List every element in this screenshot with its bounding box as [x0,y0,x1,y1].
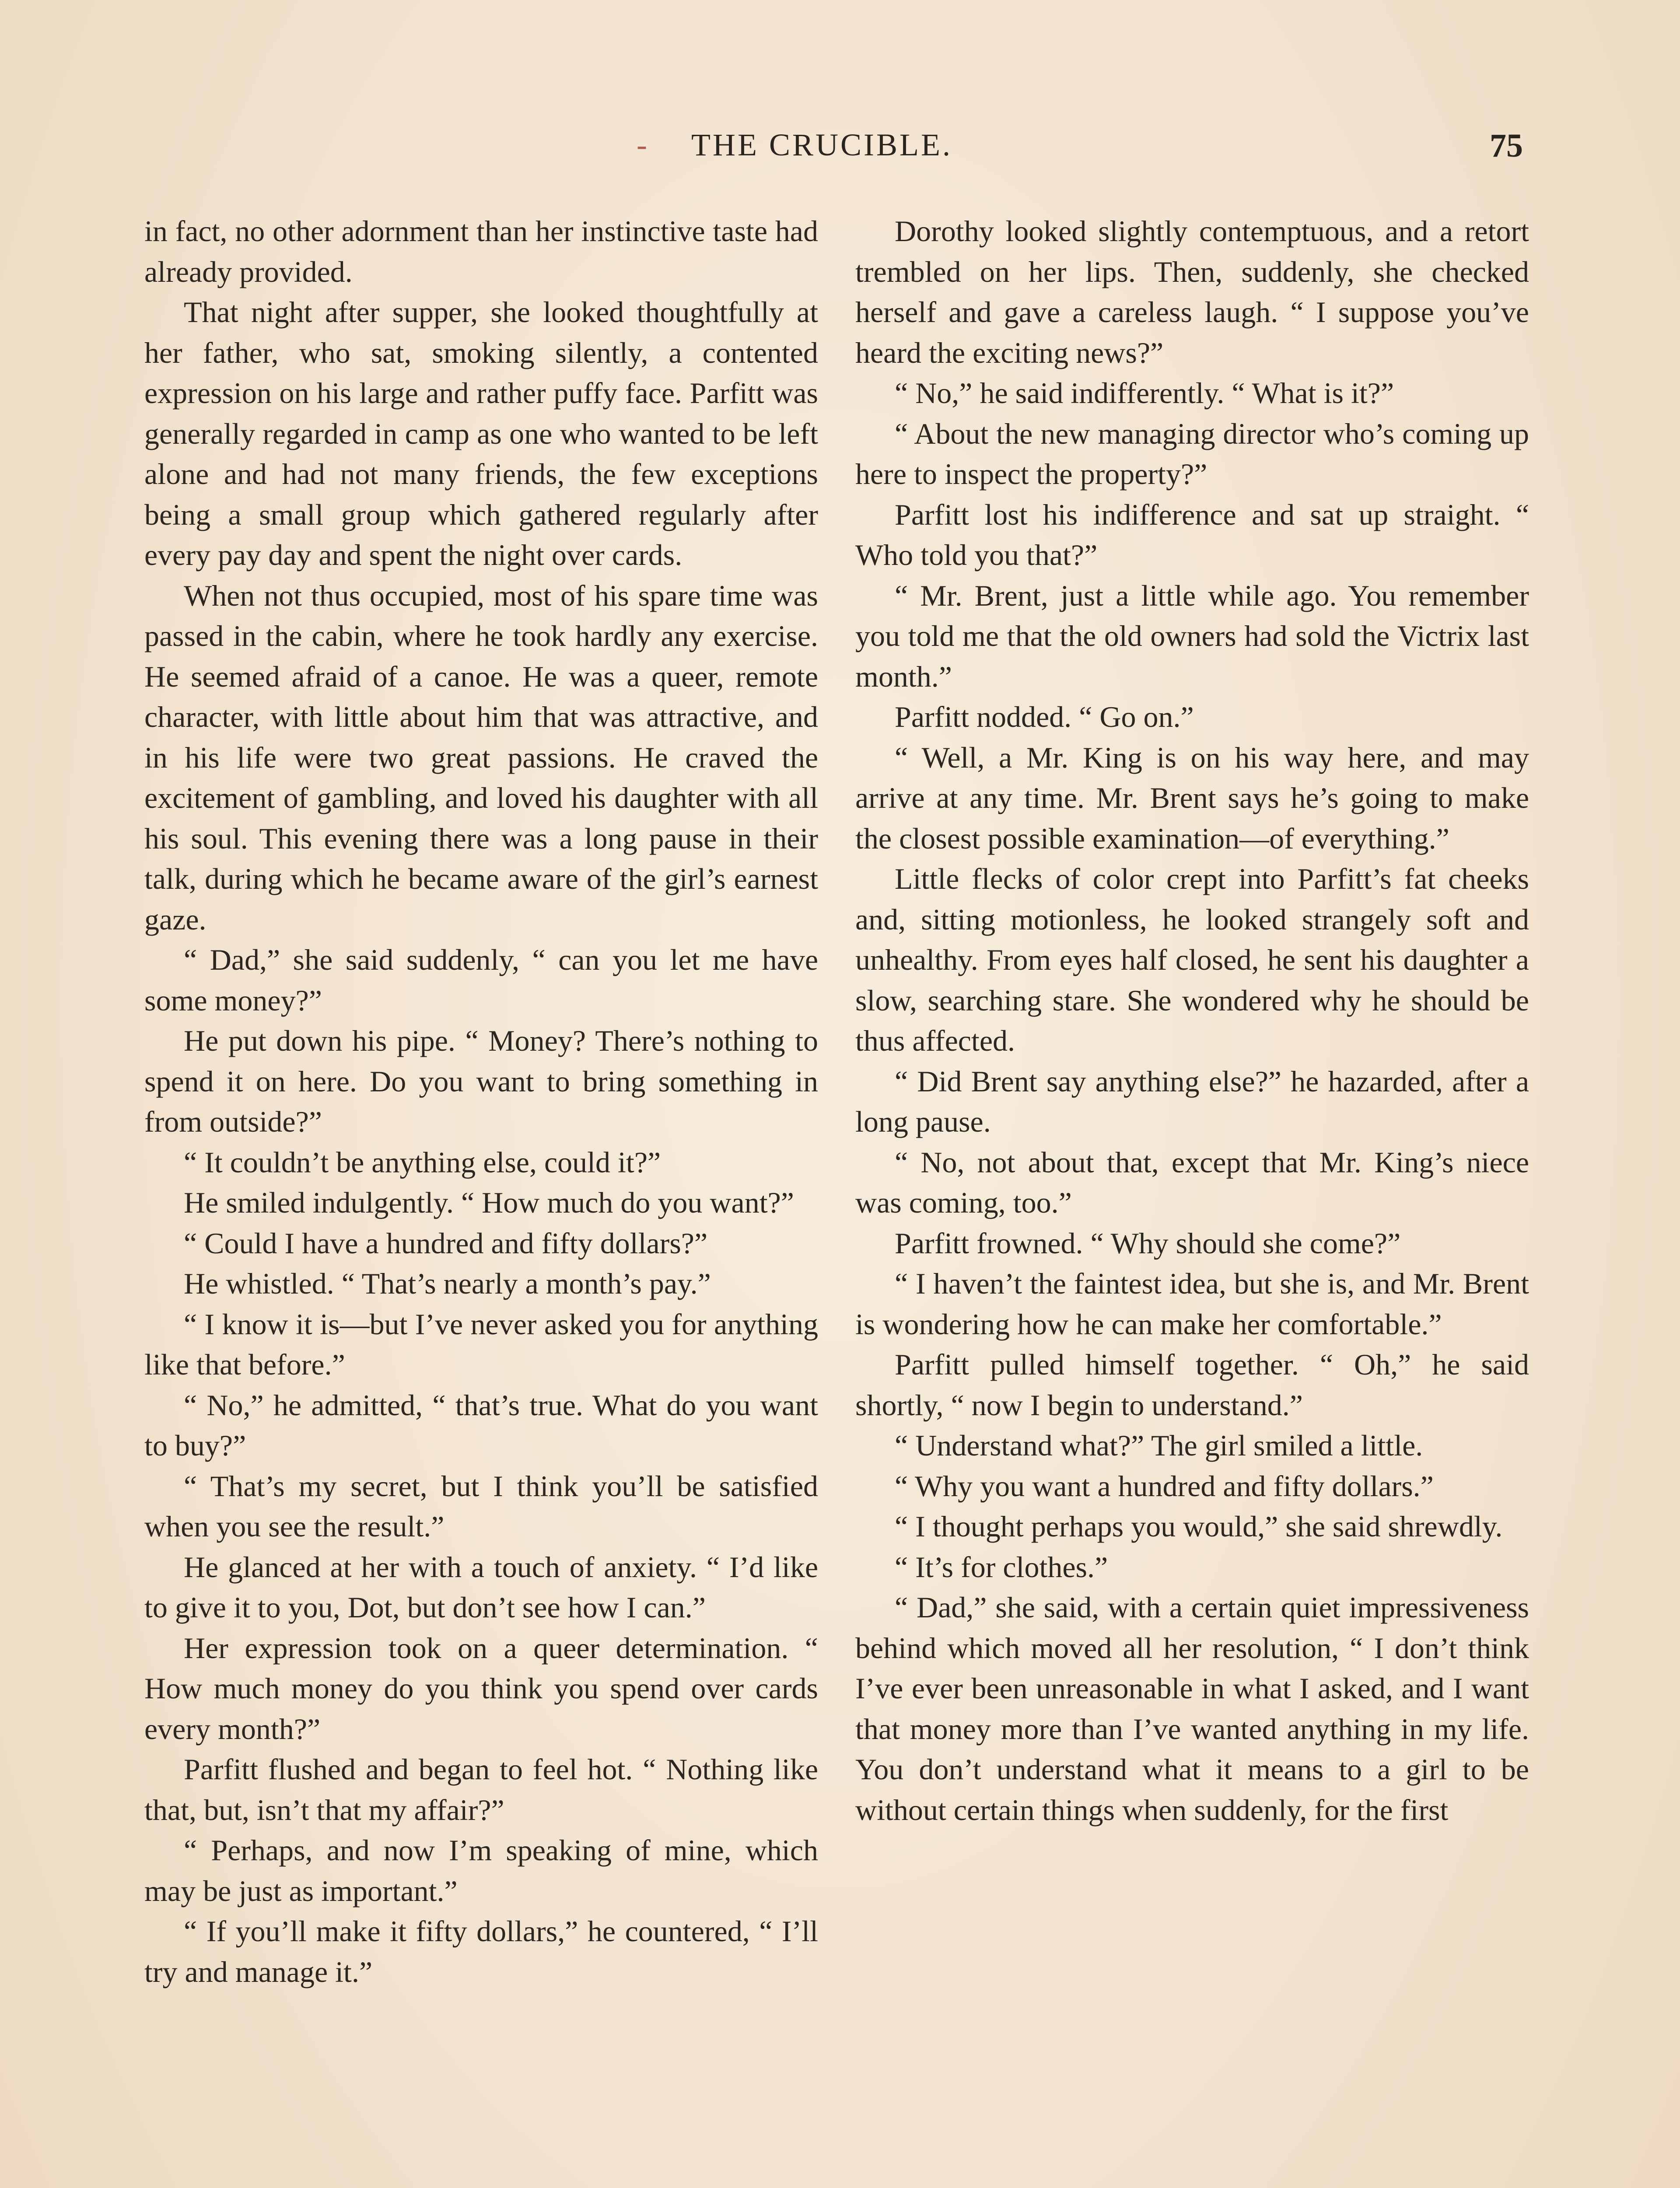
paragraph: “ Understand what?” The girl smiled a little. [895,1429,1423,1462]
paragraph: He glanced at her with a touch of anxiety. “ I’d like to give it to you, Dot, but don’t see how I can.” [144,1550,818,1624]
paragraph: “ It’s for clothes.” [895,1550,1108,1584]
paragraph: “ Did Brent say anything else?” he hazarded, after a long pause. [855,1064,1529,1138]
paragraph: “ I know it is—but I’ve never asked you for anything like that before.” [144,1307,818,1381]
header-mark: - [637,127,647,162]
running-title: THE CRUCIBLE. [691,127,952,162]
paragraph: He whistled. “ That’s nearly a month’s pay.” [184,1267,711,1300]
paragraph: “ Could I have a hundred and fifty dollars?” [184,1226,708,1260]
paragraph: “ About the new managing director who’s coming up here to inspect the property?” [855,417,1529,491]
paragraph: He put down his pipe. “ Money? There’s nothing to spend it on here. Do you want to bring something in from outside?” [144,1024,818,1138]
paragraph: Parfitt flushed and began to feel hot. “ Nothing like that, but, isn’t that my affair?” [144,1753,818,1827]
right-column [855,211,1529,1830]
paragraph: “ No,” he said indifferently. “ What is it?” [895,376,1394,410]
paragraph: “ Mr. Brent, just a little while ago. You remember you told me that the old owners had sold the Victrix last month.” [855,579,1529,693]
paragraph: When not thus occupied, most of his spare time was passed in the cabin, where he took hardly any exercise. He seemed afraid of a canoe. He was a queer, remote character, with little about him that was attractive, and in his life were two great passions. He craved the excitement of gambling, and loved his daughter with all his soul. This evening there was a long pause in their talk, during which he became aware of the girl’s earnest gaze. [144,579,818,936]
paragraph: “ It couldn’t be anything else, could it?” [184,1145,661,1179]
paragraph: Little flecks of color crept into Parfitt’s fat cheeks and, sitting motionless, he looked strangely soft and unhealthy. From eyes half closed, he sent his daughter a slow, searching stare. She wondered why he should be thus affected. [855,862,1529,1057]
running-header [0,127,1680,175]
page-number: 75 [1490,127,1523,164]
paragraph: Parfitt pulled himself together. “ Oh,” he said shortly, “ now I begin to understand.” [855,1348,1529,1422]
paragraph: “ No, not about that, except that Mr. King’s niece was coming, too.” [855,1145,1529,1219]
paragraph: “ No,” he admitted, “ that’s true. What do you want to buy?” [144,1388,818,1462]
paragraph: Parfitt frowned. “ Why should she come?” [895,1226,1401,1260]
paragraph: “ Dad,” she said suddenly, “ can you let me have some money?” [144,943,818,1017]
paragraph: That night after supper, she looked thoughtfully at her father, who sat, smoking silently, a contented expression on his large and rather puffy face. Parfitt was generally regarded in camp as one who wanted to be left alone and had not many friends, the few exceptions being a small group which gathered regularly after every pay day and spent the night over cards. [144,295,818,572]
paragraph: Parfitt lost his indifference and sat up straight. “ Who told you that?” [855,498,1529,572]
paragraph: in fact, no other adornment than her instinctive taste had already provided. [144,214,818,288]
paragraph: “ Perhaps, and now I’m speaking of mine, which may be just as important.” [144,1834,818,1907]
paragraph: Dorothy looked slightly contemptuous, and a retort trembled on her lips. Then, suddenly, she checked herself and gave a careless laugh. “ I suppose you’ve heard the exciting news?” [855,214,1529,369]
paragraph: “ Why you want a hundred and fifty dollars.” [895,1469,1434,1503]
paragraph: “ I thought perhaps you would,” she said shrewdly. [895,1510,1503,1543]
paragraph: Parfitt nodded. “ Go on.” [895,700,1194,733]
paragraph: He smiled indulgently. “ How much do you want?” [184,1186,794,1219]
paragraph: “ Dad,” she said, with a certain quiet impressiveness behind which moved all her resolution, “ I don’t think I’ve ever been unreasonable in what I asked, and I want that money more than I’ve wanted anything in my life. You don’t understand what it means to a girl to be without certain things when suddenly, for the first [855,1591,1529,1827]
paragraph: “ Well, a Mr. King is on his way here, and may arrive at any time. Mr. Brent says he’s going to make the closest possible examination—of everything.” [855,740,1529,855]
paragraph: “ I haven’t the faintest idea, but she is, and Mr. Brent is wondering how he can make her comfortable.” [855,1267,1529,1341]
paragraph: Her expression took on a queer determination. “ How much money do you think you spend over cards every month?” [144,1631,818,1746]
left-column [144,211,818,1992]
paragraph: “ If you’ll make it fifty dollars,” he countered, “ I’ll try and manage it.” [144,1914,818,1988]
paragraph: “ That’s my secret, but I think you’ll be satisfied when you see the result.” [144,1469,818,1543]
